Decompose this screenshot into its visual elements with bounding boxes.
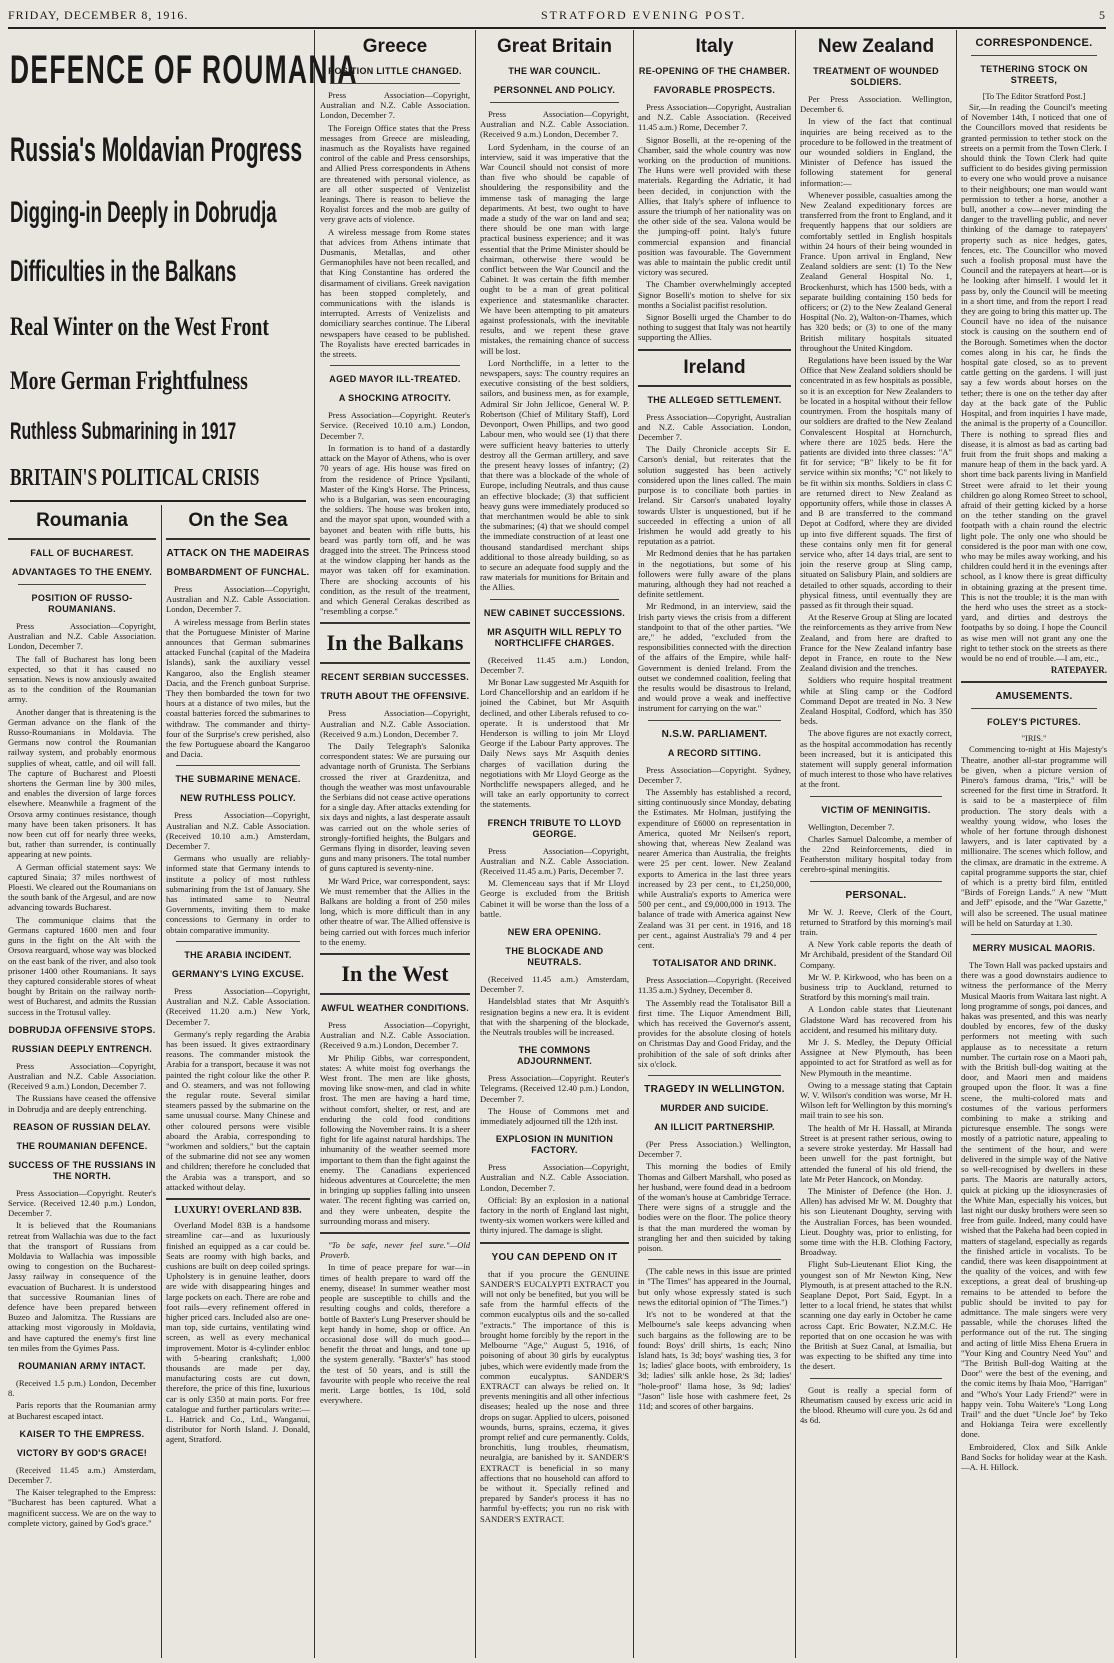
subhead: FRENCH TRIBUTE TO LLOYD GEORGE. (487, 817, 622, 839)
dateline: Press Association—Copyright, Australian and N.Z. Cable Association. (Received 11.45 a.m.) Rome, December 7. (638, 102, 791, 133)
section-title-great-britain: Great Britain (496, 36, 613, 57)
article-paragraph: Lord Sydenham, in the course of an interview, said it was imperative that the War Council should not consist of more than five who should be capable of shouldering the responsibility and the immense task of managing the large departments. At best, two ought to have made a study of the war on land and sea; there should be one man with large practical business experience; and it was essential that the Prime Minister should be chairman, otherwise there would be conflict between the War Council and the Cabinet. It was certain the fifth member ought to be a man of great political experience and statesmanlike character. We have been attempting to pit amateurs against professionals, with the inevitable results, and we repent these grave mistakes, the remaining chance of success will be lost. (480, 141, 629, 356)
subhead: AGED MAYOR ILL-TREATED. (329, 374, 461, 385)
article-paragraph: Mr W. P. Kirkwood, who has been on a business trip to Auckland, returned to Stratford by this morning's mail train. (800, 971, 952, 1003)
article-paragraph: M. Clemenceau says that if Mr Lloyd George is excluded from the British Cabinet it will be worse than the loss of a battle. (480, 878, 629, 919)
column-on-the-sea (166, 506, 310, 1656)
subhead: A RECORD SITTING. (667, 747, 762, 758)
subhead: POSITION OF RUSSO-ROUMANIANS. (31, 593, 133, 614)
advert-text: Overland Model 83B is a handsome streamline car—and as luxuriously finished an equipped as a car could be. Seats are roomy with high backs, and cushions are built on deep coiled springs. Upholstery is in genuine leather, doors are wide with disappearing hinges and large pockets on each. There are robe and foot rails—every refinement offered in higher priced cars. Included also are one-man top, side curtains, ventilating wind screen, as well as every mechanical improvement. Motor is 4-cylinder enbloc with 5-bearing crankshaft; 1,000 thousands are made per day, manufacturing costs are cut down, therefore, the price of this fine, luxurious car is only £350 at main ports. For free catalogue and further particulars write:—L. Hatrick and Co., Ltd., Wanganui, distributor for North Island. J. Donald, agent, Stratford. (166, 1220, 310, 1445)
headline-russia-moldavian: Russia's Moldavian Progress (10, 131, 303, 169)
column-great-britain (480, 32, 629, 1657)
subhead: AWFUL WEATHER CONDITIONS. (320, 1003, 470, 1014)
article-paragraph: The Kaiser telegraphed to the Empress: "Bucharest has been captured. What a magnificent success. We are on the way to complete victory, gained by God's grace." (8, 1487, 156, 1528)
dateline: Wellington, December 7. (808, 821, 895, 832)
dateline: Press Association—Copyright. Reuter's Service. (Received 12.40 p.m.) London, December 7. (8, 1187, 156, 1219)
subhead: VICTIM OF MENINGITIS. (821, 804, 931, 815)
subhead: THE ROUMANIAN DEFENCE. (16, 1140, 148, 1151)
headline-submarining: Ruthless Submarining in 1917 (10, 418, 237, 445)
subhead: FOLEY'S PICTURES. (987, 717, 1081, 728)
advert-text: Embroidered, Clox and Silk Ankle Band Socks for holiday wear at the Kash.—A. H. Hillock. (961, 1441, 1107, 1472)
advert-text: It's not to be wondered at that the Melbourne's sale keeps advancing when such bargains as the following are to be found: Boys' drill shirts, 1s each; Nino Island hats, 1s 3d; boys' washing ties, 3 for 1s; ladies' glace boots, with embroidery, 1s 3d; ladies' silk ankle hose, 2s 3d; ladies' "hole-proof" llama hose, 3s 9d; ladies' "Jason" lisle hose with cashmere feet, 2s 11d; and scores of other bargains. (638, 1309, 791, 1411)
dateline: Press Association—Copyright. Reuter's Service. (Received 10.10 a.m.) London, December 7. (320, 410, 470, 441)
column-rule (956, 30, 957, 1658)
article-paragraph: The Assembly has established a record, sitting continuously since Monday, debating the Estimates. Mr Holman, justifying the expenditure of £6000 on representation in America, quoted Mr Neilsen's report, showing that, whereas New Zealand was nearer America than Australia, the freights were 25 per cent. lower. New Zealand exports to America in the last three years increased by 23 per cent., to £1,250,000, while Australia's exports to America were 500 per cent., and £9,000,000 in 1913. The balance of trade with America against New Zealand was 31 per cent. in 1916, and 18 per cent., against Australia's 79 and 4 per cent. (638, 786, 791, 951)
headline-balkans: Difficulties in the Balkans (10, 255, 237, 288)
article-paragraph: The communique claims that the Germans captured 1600 men and four guns in the fight on the Alt with the Orsova rearguard, whose way was blocked on the east bank of the river, and also took prisoner 1400 other Roumanians. It says they captured considerable stores of wheat bought by Britain on the railway north-west of Bucharest, and admits the Russian success in the Trotusul valley. (8, 914, 156, 1017)
letter-text: Sir,—In reading the Council's meeting of November 14th, I noticed that one of the Councillors moved that residents be granted permission to tether stock on the streets on a permit from the Town Clerk. I should think the Town Clerk had quite sufficient to do besides giving permission to every one who would prove a nuisance to their neighbours; one man would want permission to tether a horse, another a bull, another a cow—never minding the danger to the travelling public, and never thinking of the damage to ratepayers' property such as nice hedges, gates, fences, etc. The Councillor who moved such a foolish proposal must have the Council and the ratepayers at heart—or is he looking after himself. I would let it pass by, only the Council will be meeting in a short time, and from the report I read they are going to bring this matter up. The Council have no idea of the nuisance stock is causing on the southern end of the Borough. Sometimes when the doctor comes along in his car, he finds the hospital gate closed, so as to prevent cattle getting on the gardens. I will just say a few words about horses on the tether; there is one on the tether day after day at the back gate of the Public Hospital, and from inquiries I have made, the animal is the property of a Councillor. There is nothing to spread flies and disease, it is almost as bad as carting bad fruit from the fruit shops and making a manure heap of them in the back yard. A short time back parents living in Manfield Street were afraid to let their young children go along Romeo Street to school, afraid of their getting kicked by a horse on the tether standing on the gravel footpath with a chain round the electric light pole. The only one who should be considered is the poor man with one cow, who may be miles away working, and his children could herd it in the evenings after school, as I know there is great difficulty in obtaining grazing at the present time. This is not the trouble; it is the man with the herd who uses the street as a stock-yard, and dirties and destroys the footpaths by so doing. I hope the Council as wise men will not grant any one the right to tether stock on the streets as there would be no end of trouble.—I am, etc., (961, 102, 1107, 663)
section-title-balkans: In the Balkans (326, 630, 464, 656)
article-paragraph: The fall of Bucharest has long been expected, so that it has caused no sensation. News is now anxiously awaited as to the condition of the Roumanian army. (8, 653, 156, 705)
article-paragraph: At the Reserve Group at Sling are located the reinforcements as they arrive from New Zealand, and from here are drafted to France for the New Zealand infantry base depot in France, en route to the New Zealand division and the trenches. (800, 612, 952, 674)
dateline: Per Press Association. Wellington, December 6. (800, 94, 952, 115)
article-paragraph: The Daily Chronicle accepts Sir E. Carson's denial, but reiterates that the solution suggested has been actively considered upon the lines called. The main purpose is to conciliate both parties in Ireland. Sir Carson's unabated loyalty towards Ulster is unquestioned, but if he succeeded in effecting a union of all Irishmen he would add greatly to his reputation as a patriot. (638, 444, 791, 547)
article-paragraph: Mr J. S. Medley, the Deputy Official Assignee at New Plymouth, has been appointed to act for Stratford as well as for New Plymouth in the meantime. (800, 1037, 952, 1078)
article-paragraph: The health of Mr H. Hassall, at Miranda Street is at present rather serious, owing to a severe stroke yesterday. Mr Hassall had been unwell for the past fortnight, but attended the funeral of his old friend, the late Mr Peter Hancock, on Monday. (800, 1122, 952, 1184)
dateline: Press Association—Copyright, Australian and N.Z. Cable Association. London, December 7. (638, 411, 791, 443)
subhead: THE ARABIA INCIDENT. (184, 949, 292, 960)
dateline: (Received 11.45 a.m.) London, December 7. (480, 654, 629, 675)
subhead: TREATMENT OF WOUNDED SOLDIERS. (813, 66, 939, 87)
subhead: "IRIS." (1021, 734, 1047, 744)
subhead: THE ALLEGED SETTLEMENT. (647, 394, 782, 405)
column-rule (161, 505, 162, 1658)
subhead: EXPLOSION IN MUNITION FACTORY. (495, 1134, 614, 1156)
masthead (8, 4, 1106, 26)
subhead: MURDER AND SUICIDE. (660, 1103, 769, 1114)
article-paragraph: It is believed that the Roumanians retreat from Wallachia was due to the fact that the transport of Russians from Moldavia to Wallachia was impossible owing to congestion on the Bucharest-Jassy railway in consequence of the evacuation of Bucharest. It is understood that successive Roumanian lines of defence have been prepared between Buzeo and Jalomitza. The Russians are attacking most vigorously in Moldavia, and have captured the enemy's first line ten miles from the Gyimes Pass. (8, 1220, 156, 1353)
advert-text: that if you procure the GENUINE SANDER'S EUCALYPTI EXTRACT you will not only be benefited, but you will be safe from the harmful effects of the common eucalyptus oils and the so-called "extracts." The importance of this is brought home forcibly by the report in the Melbourne "Age," August 5, 1916, of poisoning of about 30 girls by eucalyptus jubes, which were evidently made from the common eucalyptus. SANDER'S EXTRACT can always be relied on. It prevents meningitis and all other infectious diseases; healed up the nose and three drops on sugar. Applied to ulcers, poisoned wounds, burns, sprains, eczema, it gives prompt relief and cure permanently. Colds, bronchitis, lung troubles, rheumatism, neuralgia, are banished by it. SANDER'S EXTRACT is beneficial in so many affections that no household can afford to be without it. Specially refined and prepared by Sander's process it has no harmful by-effects; you run no risk with SANDER'S EXTRACT. (480, 1268, 629, 1524)
editor-line: [To The Editor Stratford Post.] (982, 92, 1086, 101)
article-paragraph: Regulations have been issued by the War Office that New Zealand soldiers should be concentrated in as few hospitals as possible, so it is an exception for New Zealanders to be located in a hospital without their fellow countrymen. From the hospitals many of our soldiers are drafted to the New Zealand Convalescent Hospital at Hornchurch, where there are 1025 beds. Here the patients are divided into three classes: "A" fit for service; "B" likely to be fit for service within six months; "C" not likely to be fit within six months. Soldiers in class C are returned direct to New Zealand as opportunity offers, while those in classes A and B are transferred to the command Depot at Codford, where they are divided up into five different squads. The first of these contains only men fit for general service who, after 14 days trial, are sent to join the reserve group at Sling camp, situated on Salisbury Plain, and soldiers are detailed to other squads, according to their physical fitness, until eventually they are passed as fit through their squad. (800, 355, 952, 610)
column-roumania (8, 506, 156, 1656)
column-rule (633, 30, 634, 1658)
article-paragraph: Germany's reply regarding the Arabia has been issued. It gives extraordinary reasons. The commander mistook the Arabia for a transport, because it was not painted the right colour like the other P. and O. steamers, and was not following the regular route. Several similar steamers passed by the submarine on the same unusual course. Many Chinese and other coloured persons were visible aboard the Arabia, corresponding to "workmen and soldiers," but the captain of the submarine did not see any women and children; therefore he concluded that the Arabia was a transport, and so attacked without delay. (166, 1028, 310, 1192)
article-paragraph: Mr Philip Gibbs, war correspondent, states: A white moist fog overhangs the West front. The men are like ghosts, moving like snow-men, and clad in white frost. The men are having a hard time, without comfort, shelter, or rest, and are enduring the cold food conditions following the November rains. It is a sheer fight for life against natural hardships. The inhumanity of the weather seemed more important to them than the fight against the enemy. The Canadians experienced hideous adventures at Courcelette; the men in bringing up supplies falling into unseen water. The recent fighting was carried on, and they were unbeaten, despite the surrounding morass and misery. (320, 1052, 470, 1226)
article-paragraph: Commencing to-night at His Majesty's Theatre, another all-star programme will be given, when a picture version of Pinero's famous drama, "Iris," will be screened for the first time in Stratford. It is said to be a masterpiece of film production. The story deals with a wealthy young widow, who loses the whole of her fortune through dishonest lawyers, and is later captivated by a millionaire. The scenes which follow, and the climax, are dramatic in the extreme. A capital programme supports the star, chief of which is a pretty bird film, entitled "Birds of Foreign Lands." A new "Mutt and Jeff" episode, and the "War Gazette," will also be screened. The usual matinee will be held on Saturday at 1.30. (961, 744, 1107, 928)
subhead: KAISER TO THE EMPRESS. (19, 1428, 145, 1439)
article-paragraph: A London cable states that Lieutenant Gladstone Ward has recovered from his accident, and resumed his military duty. (800, 1004, 952, 1035)
article-paragraph: The Town Hall was packed upstairs and there was a good downstairs audience to witness the performance of the Merry Musical Maoris from Waitara last night. A long programme of songs, poi dances, and hakas was presented, and this was nearly doubled by encores, few of the dusky performers not meeting with such applause as to necessitate a return number. The curtain rose on a Maori pah, with the British bull-dog waiting at the door, and Maori men and maidens grouped upon the floor. It was a fine scene, the multi-colored mats and costumes of the various performers combining to make a striking and picturesque ensemble. The songs were mostly of a patriotic nature, appealing to the sentiment of the hour, and were delivered in the simple way of the Native so well-recognised by dwellers in these parts. The Maoris are naturally actors, quick at picking up the idiosyncrasies of the White Man, especially his voices, but last night our dusky brothers were seen so free from guile. Indeed, many could have wished that the Pakeha had been copied in matters of stageland, especially as regards the finished article in vocalists. To be candid, there was keen disappointment at the quality of the voices, and with few exceptions, a great deal of brushing-up remains to be attended to before the public should be invited to pay for admittance. The male singers were very passable, while the choruses lifted the performance out of the rut. The singing and acting of little Miss Ehena Eruera in "Your King and Country Need You" and "The British Bull-dog Waiting at the Door" were the best of the evening, and the comic items by Ihaia Moo, "Harrigan" and "Who's Your Lady Friend?" were in happy vein. Tohu Waitere's "Long Long Trail" and the duet "Uncle Joe" by Teko and Hokianga Teira were excellently done. (961, 960, 1107, 1440)
dateline: Press Association—Copyright, Australian and N.Z. Cable Association. (Received 9 a.m.) London, December 7. (320, 708, 470, 739)
section-title-ireland: Ireland (683, 356, 746, 378)
dateline: Press Association—Copyright, Australian and N.Z. Cable Association. (Received 9 a.m.) London, December 7. (480, 109, 629, 140)
subhead: NEW ERA OPENING. (507, 927, 602, 938)
column-new-zealand (800, 32, 952, 1657)
column-correspondence (961, 32, 1107, 1657)
dateline: Press Association—Copyright. Reuter's Telegrams. (Received 12.40 p.m.) London, December 7. (480, 1073, 629, 1104)
subhead: RECENT SERBIAN SUCCESSES. (320, 672, 470, 683)
article-paragraph: A New York cable reports the death of Mr Archibald, president of the Standard Oil Company. (800, 939, 952, 970)
dateline: Press Association—Copyright, Australian and N.Z. Cable Association. (Received 9 a.m.) London, December 7. (320, 1020, 470, 1051)
dateline: Press Association—Copyright. Sydney, December 7. (638, 764, 791, 785)
article-paragraph: Paris reports that the Roumanian army at Bucharest escaped intact. (8, 1400, 156, 1421)
dateline: Press Association—Copyright, Australian and N.Z. Cable Association. (Received 11.45 a.m.) Paris, December 7. (480, 845, 629, 876)
article-paragraph: Official: By an explosion in a national factory in the north of England last night, twenty-six women workers were killed and thirty injured. The damage is slight. (480, 1194, 629, 1236)
subhead: AN ILLICIT PARTNERSHIP. (654, 1122, 775, 1133)
section-title-greece: Greece (362, 36, 428, 57)
section-title-on-the-sea: On the Sea (188, 510, 288, 531)
subhead: THE COMMONS ADJOURNMENT. (516, 1045, 593, 1067)
article-paragraph: Owing to a message stating that Captain W. V. Wilson's condition was worse, Mr H. Wilson left for Wellington by this morning's mail train to see his son. (800, 1079, 952, 1121)
subhead: TOTALISATOR AND DRINK. (652, 958, 777, 969)
article-paragraph: The Chamber overwhelmingly accepted Signor Boselli's motion to shelve for six months a Socialist pacifist resolution. (638, 279, 791, 310)
dateline: (Per Press Association.) Wellington, December 7. (638, 1139, 791, 1160)
headline-west-front: Real Winter on the West Front (10, 312, 269, 341)
article-paragraph: The House of Commons met and immediately adjourned till the 12th inst. (480, 1105, 629, 1127)
article-paragraph: Soldiers who require hospital treatment while at Sling camp or the Codford Command Depot are treated in No. 3 New Zealand Hospital, Codford, which has 350 beds. (800, 675, 952, 727)
subhead: PERSONAL. (845, 889, 907, 901)
article-paragraph: Mr W. J. Reeve, Clerk of the Court, returned to Stratford by this morning's mail train. (800, 906, 952, 938)
subhead: FAVORABLE PROSPECTS. (653, 85, 776, 95)
headline-defence-of-roumania: DEFENCE OF ROUMANIA (10, 48, 358, 92)
subhead: TRAGEDY IN WELLINGTON. (644, 1084, 785, 1096)
dateline: Press Association—Copyright. (Received 11.35 a.m.) Sydney, December 8. (638, 975, 791, 996)
article-paragraph: A German official statement says: We captured Sinaia; 37 miles northwest of Ploesti. We cleared out the Roumanians on the south bank of the Argesul, and are now advancing towards Bucharest. (8, 861, 156, 913)
article-paragraph: The Foreign Office states that the Press messages from Greece are misleading, inasmuch as the Royalists have regained control of the cable and Press censorships, and Allied Press correspondents in Athens are threatened with personal violence, as are all other suspected of Venizelist leanings. There is reason to believe the Royalist forces and the mob are guilty of very grave acts of violence. (320, 122, 470, 225)
column-rule (795, 30, 796, 1658)
article-paragraph: Germans who usually are reliably-informed state that Germany intends to institute a policy of most ruthless submarining from the 1st of January. She has intimated same to Neutral Governments, inviting them to make concessions to Germany in order to obtain comparative immunity. (166, 853, 310, 935)
subhead: NEW CABINET SUCCESSIONS. (483, 607, 626, 618)
article-paragraph: The above figures are not exactly correct, as the hospital accommodation has recently been increased, but it is anticipated this statement will supply general information of much interest to those who have relatives at the front. (800, 728, 952, 790)
article-paragraph: A wireless message from Rome states that advices from Athens intimate that Dusmanis, Metallas, and other Germanophiles have not been recalled, and that King Constantine has ordered the disarmament of civilians. Greek navigation has been stopped completely, and communications with the islands is interrupted. Arrests of Venizelists and domiciliary searches continue. The Liberal newspapers have ceased to be published. The Royalists have erected barricades in the streets. (320, 226, 470, 360)
subhead: MR ASQUITH WILL REPLY TO NORTHCLIFFE CHARGES. (487, 626, 622, 648)
subhead: NEW RUTHLESS POLICY. (180, 793, 296, 804)
subhead: DOBRUDJA OFFENSIVE STOPS. (8, 1024, 156, 1035)
article-paragraph: Mr Bonar Law suggested Mr Asquith for Lord Chancellorship and an earldom if he joined the Cabinet, but Mr Asquith declined, and other Liberals refused to co-operate. It is understood that Mr Henderson is willing to join Mr Lloyd George if the Labour Party approves. The Daily News says Mr Asquith denies charges of vacillation during the negotiations with Mr Lloyd George as the Northcliffe newspapers alleged, and he will take an early opportunity to correct the statements. (480, 676, 629, 810)
subhead: ROUMANIAN ARMY INTACT. (18, 1360, 146, 1371)
subhead: VICTORY BY GOD'S GRACE! (16, 1447, 148, 1458)
dateline: Press Association—Copyright, Australian and N.Z. Cable Association. London, December 7. (166, 584, 310, 615)
column-rule (475, 30, 476, 1658)
headline-rule (10, 500, 306, 502)
article-paragraph: The Minister of Defence (the Hon. J. Allen) has advised Mr W. M. Doughty that his son Lieutenant Doughty, serving with the Australian Forces, has been wounded. Lieut. Doughty was, prior to enlisting, for some time with the H.B. Clothing Factory, Broadway. (800, 1185, 952, 1258)
article-paragraph: The Russians have ceased the offensive in Dobrudja and are deeply entrenching. (8, 1093, 156, 1114)
section-title-roumania: Roumania (36, 510, 128, 531)
letter-signature: RATEPAYER. (1050, 665, 1107, 676)
advert-title: YOU CAN DEPEND ON IT (491, 1251, 618, 1263)
dateline: Press Association—Copyright, Australian and N.Z. Cable Association. (Received 10.10 a.m.) Amsterdam, December 7. (166, 810, 310, 852)
section-title-new-zealand: New Zealand (817, 36, 935, 57)
article-paragraph: Flight Sub-Lieutenant Eliot King, the youngest son of Mr Newton King, New Plymouth, is at present attached to the R.N. Seaplane Depot, Port Said, Egypt. In a letter to a local friend, he states that whilst scanning one day early in October he came across Capt. Eric Bowater, N.Z.M.C. He reported that on one occasion he was with the British at Suez Canal, at Ismailia, but was expecting to be shifted any time into the desert. (800, 1259, 952, 1372)
subhead: ADVANTAGES TO THE ENEMY. (11, 567, 153, 577)
article-paragraph: The Assembly read the Totalisator Bill a first time. The Liquor Amendment Bill, which has received the Governor's assent, provides for the absolute closing of hotels on Christmas Day and Good Friday, and the prohibition of the sale of soft drinks after six o'clock. (638, 997, 791, 1069)
article-paragraph: Handelsblad states that Mr Asquith's resignation begins a new era. It is evident that with the sharpening of the blockade, the Neutrals troubles will be increased. (480, 996, 629, 1038)
subhead: REASON OF RUSSIAN DELAY. (13, 1121, 151, 1132)
dateline: Press Association—Copyright, Australian and N.Z. Cable Association. (Received 11.20 a.m.) New York, December 7. (166, 985, 310, 1027)
subhead: PERSONNEL AND POLICY. (493, 85, 616, 95)
headline-digging-in: Digging-in Deeply in Dobrudja (10, 196, 277, 229)
subhead: THE SUBMARINE MENACE. (175, 774, 301, 785)
article-paragraph: Signor Boselli, at the re-opening of the Chamber, said the whole country was now working on the production of munitions. The Huns were well provided with these materials. Regarding the Adriatic, it had been decided, in conjunction with the Allies, that Italy's sphere of influence to assure the triumph of her nationality was on the other side of the sea. Valona would be the jumping-off point. Italy's future commercial expansion and financial position was favourable. The Government was able to maintain the public credit until victory was secured. (638, 134, 791, 278)
headline-frightfulness: More German Frightfulness (10, 366, 248, 395)
article-paragraph: A wireless message from Berlin states that the Portuguese Minister of Marine announces that German submarines attacked Funchal (capital of the Madeira Islands), sank the auxiliary vessel Kangaroo, also the English steamer Dacia, and the French gunboat Surprise. They then bombarded the town for two hours at a distance of two miles, but the coastal batteries forced the submarines to withdraw. The commander and thirty-four of the Surprise's crew perished, also the few Portuguese aboard the Kangaroo and Dacia. (166, 616, 310, 760)
article-paragraph: Whenever possible, casualties among the New Zealand expeditionary forces are transferred from the front to England, and it frequently happens that our soldiers are comfortably settled in English hospitals within 24 hours of their being wounded in France. Upon arrival in England, New Zealand soldiers are sent: (1) To the New Zealand General Hospital No. 1, Brockenhurst, which has 1500 beds, with a separate building containing 150 beds for officers; or (2) to the New Zealand General Hospital (No. 2), Walton-on-Thames, which has 320 beds; or (3) to one of the many British military hospitals situated throughout the United Kingdom. (800, 189, 952, 353)
section-title-west: In the West (341, 961, 449, 987)
dateline: Press Association—Copyright, Australian and N.Z. Cable Association. (Received 9 a.m.) London, December 7. (8, 1060, 156, 1092)
headline-political-crisis: BRITAIN'S POLITICAL CRISIS (10, 465, 260, 491)
advert-quote: "To be safe, never feel sure."—Old Proverb. (320, 1240, 470, 1261)
advert-title: LUXURY! OVERLAND 83B. (174, 1204, 302, 1216)
subhead: GERMANY'S LYING EXCUSE. (171, 968, 305, 979)
subhead: THE BLOCKADE AND NEUTRALS. (505, 946, 604, 968)
article-paragraph: Mr Redmond, in an interview, said the Irish party views the crisis from a different standpoint to that of the other parties. "We are," he added, "excluded from the responsibilities connected with the direction of the affairs of the Empire, while half-Government is denied Ireland. From the outset we condemned coalition, feeling that the results would be disastrous to Ireland, and would prove a weak and ineffective instrument for carrying on the war." (638, 601, 791, 714)
column-greece (320, 32, 470, 1657)
page-number: 5 (1099, 7, 1106, 22)
column-rule (314, 30, 315, 1658)
article-paragraph: In view of the fact that continual inquiries are being received as to the procedure to be followed in the treatment of our wounded soldiers in England, the Minister of Defence has issued the following statement for general information:— (800, 116, 952, 188)
subhead: THE WAR COUNCIL. (508, 66, 601, 76)
advert-text: Gout is really a special form of Rheumatism caused by excess uric acid in the blood. Rheumo will cure you. 2s 6d and 4s 6d. (800, 1384, 952, 1426)
subhead: TETHERING STOCK ON STREETS, (980, 64, 1088, 85)
article-paragraph: Signor Boselli urged the Chamber to do nothing to suggest that Italy was not heartily supporting the Allies. (638, 312, 791, 343)
article-paragraph: Mr Ward Price, war correspondent, says: We must remember that the Allies in the Balkans are holding a front of 250 miles long, which is more difficult than in any other theatre of war. The Allied offensive is being carried out with forces much inferior to the enemy. (320, 875, 470, 947)
dateline: (Received 1.5 p.m.) London, December 8. (8, 1377, 156, 1399)
subhead: SUCCESS OF THE RUSSIANS IN THE NORTH. (8, 1159, 156, 1181)
article-paragraph: Charles Samuel Dalcombe, a member of the 22nd Reinforcements, died in Featherston military hospital today from cerebro-spinal meningitis. (800, 833, 952, 875)
dateline: Press Association—Copyright, Australian and N.Z. Cable Association. London, December 7. (8, 621, 156, 652)
subhead: ATTACK ON THE MADEIRAS (166, 548, 310, 559)
masthead-rule (8, 27, 1106, 29)
section-title-correspondence: CORRESPONDENCE. (975, 37, 1093, 49)
dateline: (Received 11.45 a.m.) Amsterdam, December 7. (480, 974, 629, 995)
editorial-note: (The cable news in this issue are printed in "The Times" has appeared in the Journal, but only whose expressly stated is such news the editorial opinion of "The Times.") (638, 1266, 791, 1307)
subhead: MERRY MUSICAL MAORIS. (972, 943, 1096, 954)
subhead: BOMBARDMENT OF FUNCHAL. (166, 567, 310, 577)
paper-name: STRATFORD EVENING POST. (540, 7, 747, 22)
dateline: (Received 11.45 a.m.) Amsterdam, December 7. (8, 1464, 156, 1485)
subhead: TRUTH ABOUT THE OFFENSIVE. (320, 691, 470, 702)
article-paragraph: The Daily Telegraph's Salonika correspondent states: We are pursuing our advantage north of Grunista. The Serbians crossed the river at Grazdenitza, and though the weather was most unfavourable the Serbians did not cease active operations for a single day. After attacks extending for six days and nights, a last desperate assault was carried out on the whole series of strongly-fortified heights, the Bulgars and Germans flying in disorder, leaving seven guns and many prisoners. The total number of guns captured is seventy-nine. (320, 740, 470, 874)
subhead: RE-OPENING OF THE CHAMBER. (638, 66, 791, 76)
subhead: FALL OF BUCHAREST. (30, 548, 134, 558)
section-title-amusements: AMUSEMENTS. (995, 691, 1073, 703)
subhead: POSITION LITTLE CHANGED. (328, 66, 462, 76)
article-paragraph: Another danger that is threatening is the German advance on the flank of the Russo-Roumanians in Moldavia. The Germans now control the Roumanian railway system, and probably enormous supplies of wheat, cattle, and oil will fall. The capture of Bucharest and Ploesti shortens the German line by 300 miles, and enables the diversion of large forces elsewhere. Meanwhile a fragment of the Orsova army continues resistance, though many have been taken prisoners. It has now been cut off for nearly three weeks, but, rather than surrender, is continually appearing at new points. (8, 706, 156, 860)
article-paragraph: This morning the bodies of Emily Thomas and Gilbert Marshall, who posed as her husband, were found dead in a bedroom of the woman's house at Cambridge Terrace. There were signs of a struggle and the bodies were on the floor. The police theory is that the man murdered the woman by strangling her and then suicided by taking poison. (638, 1161, 791, 1254)
subhead: RUSSIAN DEEPLY ENTRENCH. (11, 1043, 153, 1054)
dateline: Press Association—Copyright, Australian and N.Z. Cable Association. London, December 7. (320, 90, 470, 121)
section-title-italy: Italy (695, 36, 734, 57)
dateline: Press Association—Copyright, Australian and N.Z. Cable Association. London, December 7. (480, 1162, 629, 1193)
article-paragraph: In formation is to hand of a dastardly attack on the Mayor of Athens, who is over 70 years of age. His house was fired on from the residence of Prince Ypsilanti, Master of the King's Horse. The Princess, who is a Bulgarian, was seen encouraging the soldiers. The house was broken into, and the mayor spat upon, wounded with a bayonet and beaten with rifle butts, his beard was partly torn off, and he was dragged into the street. The Princess stood at the window clapping her hands as the mayor was taken off for examination. There are shocking accounts of his condition, as the result of the treatment, and which General Cerakas described as "resembling a corpse." (320, 442, 470, 617)
subhead: N.S.W. PARLIAMENT. (661, 728, 768, 740)
column-italy (638, 32, 791, 1657)
subhead: A SHOCKING ATROCITY. (338, 393, 452, 404)
article-paragraph: Mr Redmond denies that he has partaken in the negotiations, but some of his followers were fully aware of the plans maturing, although they had not reached a definite settlement. (638, 548, 791, 600)
advert-text: In time of peace prepare for war—in times of health prepare to ward off the enemy, disease! In summer weather most people are susceptible to chills and the resulting coughs and colds, therefore a bottle of Baxter's Lung Preserver should be kept handy in home, shop or office. An occasional dose will do much good—benefit the throat and lungs, and tone up the system generally. "Baxter's" has stood the test of 50 years, and is still the favourite with people who receive the real merit. Large bottles, 1s 10d, sold everywhere. (320, 1262, 470, 1406)
issue-date: FRIDAY, DECEMBER 8, 1916. (8, 7, 189, 22)
article-paragraph: Lord Northcliffe, in a letter to the newspapers, says: The country requires an executive consisting of the best soldiers, sailors, and business men, as for example, Admiral Sir John Jellicoe, General W. P. Robertson (Chief of Military Staff), Lord Devonport, Owen Phillips, and two good Labour men, who would see (1) that there were sufficient heavy batteries to utterly destroy all the German artillery, and save the present heavy losses of infantry; (2) that there was a blockade of the whole of Europe, including Neutrals, and thus cause an effective blockade; (3) that sufficient heavy guns were immediately produced so that merchantmen would be able to sink the submarines; (4) that we should compel the immediate construction of at least one thousand standardised merchant ships additional to those already building, so as to secure an adequate food supply and the raw materials for munitions for Britain and the Allies. (480, 357, 629, 593)
